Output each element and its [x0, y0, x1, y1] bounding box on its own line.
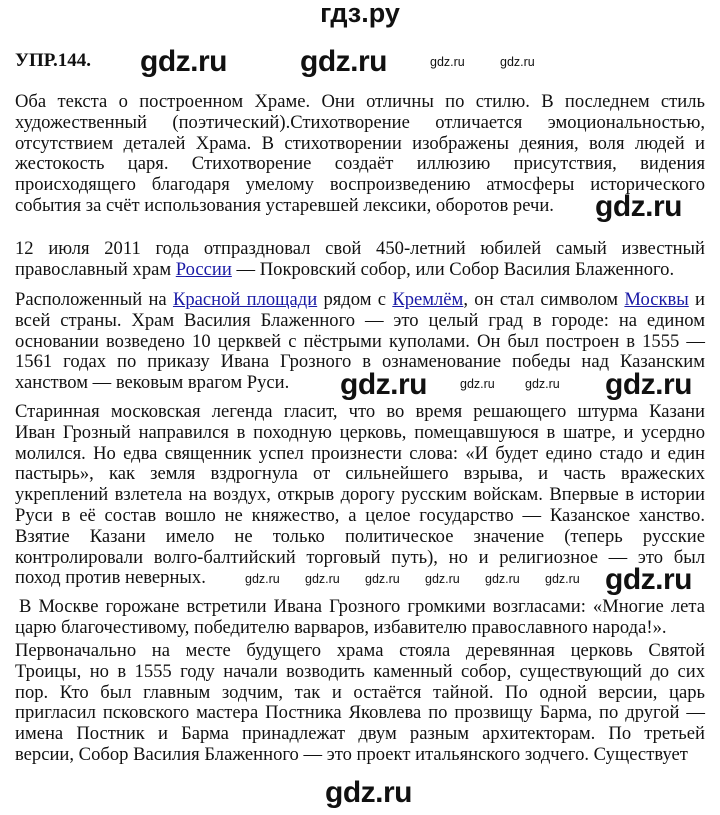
text-segment: пастырь», как земля вздрогнула от сильнейшего взрыва, и часть вражеских — [15, 463, 705, 485]
site-title: гдз.ру — [320, 0, 400, 28]
text-segment: события за счёт использования устаревшей лексики, оборотов речи. — [15, 194, 554, 216]
link[interactable]: Кремлём — [392, 289, 464, 310]
text-segment: царю благочестивому, победителю варваров, избавителю православного народа!». — [15, 616, 667, 638]
text-line — [15, 506, 705, 527]
text-segment: 12 июля 2011 года отпраздновал свой 450-летний юбилей самый известный — [15, 238, 705, 259]
text-segment: , он стал символом — [463, 289, 625, 310]
text-segment: основании возведено 10 церквей с пёстрыми куполами. Он был построен в 1555 — — [15, 330, 705, 352]
text-segment: Первоначально на месте будущего храма стояла деревянная церковь Святой — [15, 640, 705, 661]
watermark: gdz.ru — [425, 572, 460, 586]
watermark: gdz.ru — [140, 45, 227, 78]
link[interactable]: Москвы — [624, 289, 689, 310]
text-line — [15, 641, 705, 662]
text-line — [15, 662, 705, 683]
text-line — [15, 563, 705, 596]
text-segment: Троицы, но в 1555 году начали возводить каменный собор, существующий до сих — [15, 660, 705, 682]
text-segment: пригласил псковского мастера Постника Яковлева по прозвищу Барма, по другой — — [15, 702, 705, 724]
text-line — [15, 113, 705, 134]
text-segment: отсутствием деталей Храма. В стихотворении изображены деяния, воля людей и — [15, 132, 705, 154]
watermark: gdz.ru — [485, 572, 520, 586]
text-line — [15, 597, 705, 618]
watermark: gdz.ru — [300, 45, 387, 78]
watermark: gdz.ru — [545, 572, 580, 586]
text-line — [15, 92, 705, 113]
watermark: gdz.ru — [325, 776, 412, 809]
watermark: gdz.ru — [460, 377, 495, 391]
text-line — [15, 724, 705, 745]
text-line — [15, 527, 705, 548]
text-segment: всей страны. Храм Василия Блаженного — это целый град в городе: на едином — [15, 309, 705, 331]
watermark: gdz.ru — [245, 572, 280, 586]
text-line — [15, 332, 705, 353]
text-segment: молился. Но едва священник успел произнести слова: «И будет едино стадо и един — [15, 442, 705, 464]
text-line — [15, 290, 705, 311]
watermark: gdz.ru — [605, 563, 692, 596]
text-line — [15, 154, 705, 175]
text-segment: Оба текста о построенном Храме. Они отличны по стилю. В последнем стиль — [15, 91, 705, 112]
text-line — [15, 311, 705, 332]
text-segment: Расположенный на — [15, 289, 173, 310]
paragraph-4 — [15, 401, 705, 596]
text-line — [15, 618, 705, 639]
text-segment: поход против неверных. — [15, 567, 206, 589]
watermark: gdz.ru — [500, 55, 535, 69]
text-segment: — Покровский собор, или Собор Василия Блаженного. — [231, 258, 675, 280]
text-line — [15, 444, 705, 465]
text-line — [15, 423, 705, 444]
text-line — [15, 134, 705, 155]
text-segment: рядом с — [317, 289, 393, 310]
text-segment: жестокость царя. Стихотворение создаёт иллюзию присутствия, видения — [15, 153, 705, 175]
text-segment: ханством — вековым врагом Руси. — [15, 372, 290, 394]
watermark: gdz.ru — [605, 368, 692, 401]
watermark: gdz.ru — [430, 55, 465, 69]
text-line — [15, 402, 705, 423]
paragraph-6 — [15, 641, 705, 766]
text-line — [15, 485, 705, 506]
text-segment: Иван Грозный направился в походную церковь, помещавшуюся в шатре, и усердно — [15, 421, 705, 443]
text-segment: Старинная московская легенда гласит, что во время решающего штурма Казани — [15, 401, 705, 422]
text-line — [15, 464, 705, 485]
text-segment: художественный (поэтический).Стихотворение отличается эмоциональностью, — [15, 111, 705, 133]
text-segment: имена Постник и Барма принадлежат двум разным архитекторам. По третьей — [15, 723, 705, 745]
text-segment: В Москве горожане встретили Ивана Грозного громкими возгласами: «Многие лета — [19, 596, 705, 617]
text-segment: версии, Собор Василия Блаженного — это проект итальянского зодчего. Существует — [15, 743, 688, 765]
watermark: gdz.ru — [340, 368, 427, 401]
text-line — [15, 260, 705, 281]
text-segment: укреплений взлетела на воздух, открыв дорогу русским войскам. Впервые в истории — [15, 484, 705, 506]
watermark: gdz.ru — [595, 190, 682, 223]
text-line — [15, 745, 705, 766]
watermark: gdz.ru — [365, 572, 400, 586]
watermark: gdz.ru — [525, 377, 560, 391]
exercise-heading: УПР.144. — [15, 50, 91, 71]
text-line — [15, 703, 705, 724]
text-segment: 1561 годах по приказу Ивана Грозного в ознаменование победы над Казанским — [15, 351, 705, 373]
paragraph-5 — [15, 597, 705, 639]
text-segment: и — [688, 289, 706, 310]
watermark: gdz.ru — [305, 572, 340, 586]
text-segment: православный храм — [15, 258, 176, 280]
text-line — [15, 683, 705, 704]
text-segment: Руси в её состав вошло не княжество, а целое государство — Казанское ханство. — [15, 504, 705, 526]
text-line — [15, 239, 705, 260]
link[interactable]: Красной площади — [172, 289, 318, 310]
link[interactable]: России — [175, 258, 232, 280]
text-segment: Взятие Казани имело не только политическое значение (теперь русские — [15, 525, 705, 547]
text-segment: пор. Кто был главным зодчим, так и остаётся тайной. По одной версии, царь — [15, 681, 705, 703]
text-line — [15, 548, 705, 569]
text-segment: контролировали волго-балтийский торговый путь), но и религиозное — это был — [15, 546, 705, 568]
text-segment: происходящего благодаря умелому воспроизведению атмосферы исторического — [15, 174, 705, 196]
paragraph-2 — [15, 239, 705, 281]
